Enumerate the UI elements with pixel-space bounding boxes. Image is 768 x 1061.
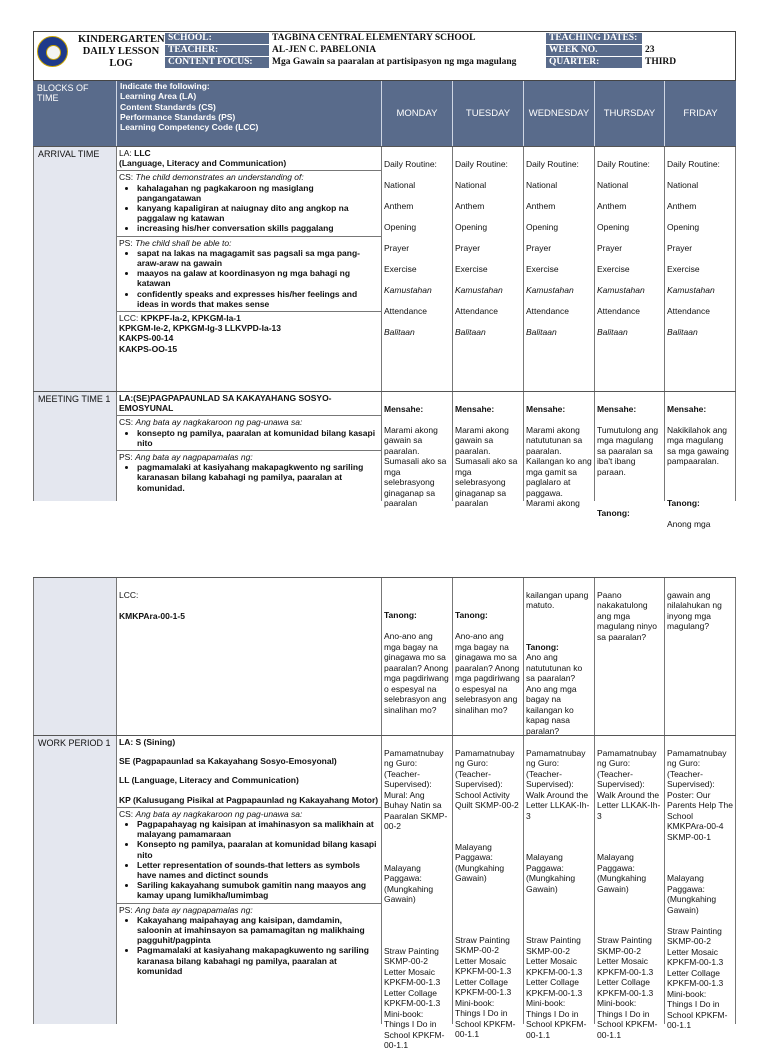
arrival-tuesday — [453, 147, 524, 391]
routine-line: Opening — [667, 221, 700, 232]
ps-lead: The child shall be able to: — [135, 237, 232, 248]
list-item: • Kakayahang maipahayag ang kaisipan, damdamin, saloonin at imahinsayon sa pamamagitan ng malikhaing pagguhit/pagpinta — [137, 915, 379, 946]
performance-standards: PS: The child shall be able to: • sapat na lakas na magagamit sas pagsali sa mga pang-araw-araw na gawain • maayos na galaw at koordinasyon ng mga bahagi ng katawan • confidently speaks and expresses his/her feelings and ideas in words that makes sense — [117, 237, 381, 312]
routine-line: Balitaan — [455, 326, 486, 337]
routine-line: Attendance — [384, 305, 428, 316]
content-standards: CS: The child demonstrates an understanding of: • kahalagahan ng pagkakaroon ng masiglang pangangatawan • kanyang kapaligiran at naiugnay dito ang angkop na paggalaw ng katawan • increasing his/her conversation skills paggalang — [117, 171, 381, 236]
la-line: LL (Language, Literacy and Communication) — [119, 775, 299, 786]
routine-line: Anthem — [455, 200, 485, 211]
mensahe-text: kailangan upang matuto. — [526, 589, 589, 610]
teacher-supervised-activity: Pamamatnubay ng Guro: (Teacher-Supervised): Mural: Ang Buhay Natin sa Paaralan SKMP-00-2 — [384, 747, 448, 831]
activity-stations: Straw Painting SKMP-00-2 Letter Mosaic KPKFM-00-1.3 Letter Collage KPKFM-00-1.3 Mini-book: Things I Do in School KPKFM-00-1.1 — [667, 925, 728, 1030]
routine-line: National — [455, 179, 487, 190]
tanong-text: gawain ang nilalahukan ng inyong mga magulang? — [667, 589, 722, 631]
routine-line: Anthem — [597, 200, 627, 211]
routine-line: Balitaan — [384, 326, 415, 337]
routine-line: Anthem — [384, 200, 414, 211]
routine-line: Balitaan — [526, 326, 557, 337]
free-activity: Malayang Paggawa: (Mungkahing Gawain) — [384, 862, 434, 904]
teacher-supervised-activity: Pamamatnubay ng Guro: (Teacher-Supervised): School Activity Quilt SKMP-00-2 — [455, 747, 519, 810]
la-line: SE (Pagpapaunlad sa Kakayahang Sosyo-Emosyonal) — [119, 756, 337, 767]
list-item: • kahalagahan ng pagkakaroon ng masiglang pangangatawan — [137, 183, 379, 203]
tanong-monday — [382, 578, 453, 735]
routine-line: Opening — [597, 221, 630, 232]
blocks-of-time-header: BLOCKS OF TIME — [33, 81, 117, 146]
meeting-monday — [382, 392, 453, 508]
routine-line: Prayer — [526, 242, 552, 253]
routine-line: Daily Routine: — [384, 158, 437, 169]
teacher-supervised-activity: Pamamatnubay ng Guro: (Teacher-Supervised): Walk Around the Letter LLKAK-Ih-3 — [526, 747, 590, 821]
routine-line: Prayer — [455, 242, 481, 253]
block-meeting-time-1: MEETING TIME 1 — [33, 392, 117, 501]
lesson-log-page-1 — [33, 31, 736, 529]
title-line-2: DAILY LESSON LOG — [82, 46, 160, 69]
teacher-value: AL-JEN C. PABELONIA — [272, 45, 377, 55]
work-thursday — [595, 736, 665, 1040]
learning-area: LA:(SE)PAGPAPAUNLAD SA KAKAYAHANG SOSYO-EMOSYUNAL — [117, 392, 381, 416]
la-line: KP (Kalusugang Pisikal at Pagpapaunlad ng Kakayahang Motor) — [119, 794, 379, 805]
day-header-thursday: THURSDAY — [595, 81, 665, 146]
teaching-dates-label: TEACHING DATES: — [546, 33, 642, 44]
tanong-label: Tanong: — [455, 610, 488, 620]
routine-line: Prayer — [667, 242, 693, 253]
list-item: • Konsepto ng pamilya, paaralan at komunidad bilang kasapi nito — [137, 839, 379, 859]
work-indicators — [117, 736, 382, 1024]
list-item: • maayos na galaw at koordinasyon ng mga bahagi ng katawan — [137, 268, 379, 288]
routine-line: Kamustahan — [455, 284, 503, 295]
work-tuesday — [453, 736, 524, 1039]
routine-line: Exercise — [384, 263, 417, 274]
tanong-text: Ano-ano ang mga bagay na ginagawa mo sa paaralan? Anong mga pagdiriwang o espesyal na selebrasyon ang sinalihan mo? — [455, 631, 520, 715]
arrival-monday — [382, 147, 453, 391]
cs-lead: The child demonstrates an understanding of: — [135, 172, 304, 183]
indicate-line: Learning Competency Code (LCC) — [120, 122, 259, 133]
routine-line: Daily Routine: — [597, 158, 650, 169]
school-label: SCHOOL: — [165, 33, 269, 44]
work-monday — [382, 736, 453, 1050]
day-header-monday: MONDAY — [382, 81, 453, 146]
content-standards: CS: Ang bata ay nagkakaroon ng pag-unawa sa: • Pagpapahayag ng kaisipan at imahinasyon sa malikhain at malayang pamamaraan • Konsepto ng pamilya, paaralan at komunidad bilang kasapi nito • Letter representation of sounds-that letters as symbols have names and dictinct sounds • Sariling kakayahang sumubok gamitin nang maayos ang kamay upang lumikha/lumimbag — [117, 808, 381, 904]
routine-line: Exercise — [667, 263, 700, 274]
lcc-label: LCC: — [119, 589, 139, 600]
routine-line: Balitaan — [667, 326, 698, 337]
routine-line: Opening — [384, 221, 417, 232]
teacher-label: TEACHER: — [165, 45, 269, 56]
routine-line: Opening — [455, 221, 488, 232]
routine-line: Prayer — [597, 242, 623, 253]
arrival-indicators — [117, 147, 382, 391]
lcc-code: KPKPF-Ia-2, KPKGM-Ia-1 — [140, 313, 241, 324]
quarter-label: QUARTER: — [546, 57, 642, 68]
mensahe-text: Marami akong gawain sa paaralan. Sumasali ako sa mga selebrasyong ginaganap sa paaralan — [384, 424, 447, 508]
routine-line: Kamustahan — [384, 284, 432, 295]
meeting-tuesday — [453, 392, 524, 508]
tanong-text: Paano nakakatulong ang mga magulang ninyo sa paaralan? — [597, 589, 658, 642]
tanong-label: Tanong: — [526, 641, 559, 652]
activity-stations: Straw Painting SKMP-00-2 Letter Mosaic KPKFM-00-1.3 Letter Collage KPKFM-00-1.3 Mini-book: Things I Do in School KPKFM-00-1.1 — [455, 934, 516, 1039]
free-activity: Malayang Paggawa: (Mungkahing Gawain) — [667, 873, 717, 915]
indicate-line: Learning Area (LA) — [120, 91, 197, 102]
routine-line: Exercise — [526, 263, 559, 274]
lcc-code: KAKPS-00-14 — [119, 333, 174, 344]
activity-stations: Straw Painting SKMP-00-2 Letter Mosaic KPKFM-00-1.3 Letter Collage KPKFM-00-1.3 Mini-book: Things I Do in School KPKFM-00-1.1 — [384, 945, 445, 1050]
routine-line: Daily Routine: — [526, 158, 579, 169]
mensahe-text: Marami akong gawain sa paaralan. Sumasali ako sa mga selebrasyong ginaganap sa paaralan — [455, 424, 518, 508]
mensahe-label: Mensahe: — [597, 403, 637, 414]
row-arrival-time — [33, 146, 736, 391]
routine-line: Kamustahan — [526, 284, 574, 295]
content-focus-value: Mga Gawain sa paaralan at partisipasyon ng mga magulang — [272, 57, 517, 67]
tanong-tuesday — [453, 578, 524, 735]
list-item: • increasing his/her conversation skills paggalang — [137, 223, 379, 233]
routine-line: National — [597, 179, 629, 190]
mensahe-label: Mensahe: — [667, 403, 707, 414]
block-work-period-1: WORK PERIOD 1 — [33, 736, 117, 1024]
lesson-log-page-2 — [33, 577, 736, 1050]
la-line: LA: S (Sining) — [119, 737, 176, 747]
performance-standards: PS: Ang bata ay nagpapamalas ng: • Kakayahang maipahayag ang kaisipan, damdamin, saloonin at imahinsayon sa pamamagitan ng malikhaing pagguhit/pagpinta • Pagmamalaki at kasiyahang makapagkuwento ng sariling karanasa bilang kabahagi ng pamilya, paaralan at komunidad — [117, 904, 381, 978]
tanong-label: Tanong: — [667, 497, 700, 508]
title-line-1: KINDERGARTEN — [78, 34, 165, 45]
la-prefix: LA: — [119, 148, 135, 158]
la-code: LLC — [134, 148, 151, 158]
list-item: • kanyang kapaligiran at naiugnay dito ang angkop na paggalaw ng katawan — [137, 203, 379, 223]
routine-line: Balitaan — [597, 326, 628, 337]
block-continued — [33, 578, 117, 735]
list-item: • Pagpapahayag ng kaisipan at imahinasyon sa malikhain at malayang pamamaraan — [137, 819, 379, 839]
school-value: TAGBINA CENTRAL ELEMENTARY SCHOOL — [272, 33, 476, 43]
work-wednesday — [524, 736, 595, 1040]
list-item: • konsepto ng pamilya, paaralan at komunidad bilang kasapi nito — [137, 428, 379, 448]
tanong-thursday — [595, 578, 665, 735]
tanong-label: Tanong: — [597, 508, 630, 518]
routine-line: Exercise — [455, 263, 488, 274]
day-header-tuesday: TUESDAY — [453, 81, 524, 146]
tanong-text: Ano ang natututunan ko sa paaralan? Ano ang mga bagay na kailangan ko kapag nasa paralan? — [526, 652, 583, 736]
tanong-text: Anong mga — [667, 518, 711, 529]
free-activity: Malayang Paggawa: (Mungkahing Gawain) — [526, 852, 576, 894]
meeting-lcc — [117, 578, 382, 735]
content-focus-label: CONTENT FOCUS: — [165, 57, 269, 68]
learning-areas — [117, 736, 381, 808]
work-friday — [665, 736, 736, 1030]
list-item: • Letter representation of sounds-that letters as symbols have names and dictinct sounds — [137, 860, 379, 880]
log-title — [78, 34, 164, 70]
routine-line: National — [526, 179, 558, 190]
deped-seal-icon — [37, 36, 68, 67]
cs-lead: Ang bata ay nagkakaroon ng pag-unawa sa: — [135, 417, 303, 428]
mensahe-text: Marami akong natututunan sa paaralan. Kailangan ko ang mga gamit sa paglalaro at paggawa. Marami akong — [526, 424, 592, 508]
routine-line: National — [384, 179, 416, 190]
mensahe-label: Mensahe: — [526, 403, 566, 414]
routine-line: Daily Routine: — [667, 158, 720, 169]
mensahe-label: Mensahe: — [455, 403, 495, 414]
row-meeting-time-1 — [33, 391, 736, 529]
activity-stations: Straw Painting SKMP-00-2 Letter Mosaic KPKFM-00-1.3 Letter Collage KPKFM-00-1.3 Mini-book: Things I Do in School KPKFM-00-1.1 — [526, 935, 587, 1040]
indicators-header — [117, 81, 382, 146]
learning-area — [117, 147, 381, 171]
list-item: • pagmamalaki at kasiyahang makapagkwento ng sariling karanasan bilang kabahagi ng pamilya, paaralan at komunidad. — [137, 462, 379, 493]
teacher-supervised-activity: Pamamatnubay ng Guro: (Teacher-Supervised): Poster: Our Parents Help The School KMKPAra-00-4 SKMP-00-1 — [667, 747, 733, 842]
ps-lead: Ang bata ay nagpapamalas ng: — [135, 904, 253, 915]
la-name: (Language, Literacy and Communication) — [119, 158, 287, 169]
teacher-supervised-activity: Pamamatnubay ng Guro: (Teacher-Supervised): Walk Around the Letter LLKAK-Ih-3 — [597, 747, 661, 821]
week-value: 23 — [645, 45, 655, 55]
day-header-wednesday: WEDNESDAY — [524, 81, 595, 146]
free-activity: Malayang Paggawa: (Mungkahing Gawain) — [597, 852, 647, 894]
teaching-dates-value — [642, 32, 736, 34]
mensahe-label: Mensahe: — [384, 403, 424, 414]
block-arrival-time: ARRIVAL TIME — [33, 147, 117, 391]
tanong-wednesday — [524, 578, 595, 735]
routine-line: Anthem — [526, 200, 556, 211]
routine-line: National — [667, 179, 699, 190]
routine-line: Daily Routine: — [455, 158, 508, 169]
list-item: • sapat na lakas na magagamit sas pagsali sa mga pang-araw-araw na gawain — [137, 248, 379, 268]
tanong-text: Ano-ano ang mga bagay na ginagawa mo sa paaralan? Anong mga pagdiriwang o espesyal na selebrasyon ang sinalihan mo? — [384, 631, 449, 715]
arrival-thursday — [595, 147, 665, 391]
indicate-line: Content Standards (CS) — [120, 101, 216, 112]
row-meeting-time-1-continued — [33, 577, 736, 735]
quarter-value: THIRD — [645, 57, 677, 67]
lcc-code: KMKPAra-00-1-5 — [119, 610, 185, 621]
content-standards: CS: Ang bata ay nagkakaroon ng pag-unawa sa: • konsepto ng pamilya, paaralan at komunidad bilang kasapi nito — [117, 416, 381, 451]
cs-lead: Ang bata ay nagkakaroon ng pag-unawa sa: — [135, 808, 303, 819]
lcc-code: KPKGM-Ie-2, KPKGM-Ig-3 LLKVPD-Ia-13 — [119, 323, 281, 334]
arrival-friday — [665, 147, 736, 391]
tanong-label: Tanong: — [384, 610, 417, 620]
indicate-line: Indicate the following: — [120, 81, 210, 91]
mensahe-text: Tumutulong ang mga magulang sa paaralan sa iba't ibang paraan. — [597, 424, 659, 477]
ps-lead: Ang bata ay nagpapamalas ng: — [135, 452, 253, 463]
week-label: WEEK NO. — [546, 45, 642, 56]
free-activity: Malayang Paggawa: (Mungkahing Gawain) — [455, 841, 505, 883]
log-header — [33, 31, 736, 81]
table-header-row — [33, 81, 736, 146]
routine-line: Kamustahan — [667, 284, 715, 295]
list-item: • confidently speaks and expresses his/her feelings and ideas in words that makes sense — [137, 289, 379, 309]
routine-line: Prayer — [384, 242, 410, 253]
tanong-friday — [665, 578, 736, 735]
indicate-line: Performance Standards (PS) — [120, 111, 236, 122]
lcc-code: KAKPS-OO-15 — [119, 343, 178, 354]
list-item: • Sariling kakayahang sumubok gamitin nang maayos ang kamay upang lumikha/lumimbag — [137, 880, 379, 900]
meeting-friday — [665, 392, 736, 529]
routine-line: Attendance — [455, 305, 499, 316]
meeting-wednesday — [524, 392, 595, 508]
mensahe-text: Nakikilahok ang mga magulang sa mga gawaing pampaaralan. — [667, 424, 729, 466]
routine-line: Anthem — [667, 200, 697, 211]
arrival-wednesday — [524, 147, 595, 391]
learning-competency-codes — [117, 312, 381, 356]
routine-line: Attendance — [667, 305, 711, 316]
routine-line: Attendance — [526, 305, 570, 316]
routine-line: Opening — [526, 221, 559, 232]
routine-line: Kamustahan — [597, 284, 645, 295]
list-item: • Pagmamalaki at kasiyahang makapagkuwento ng sariling karanasa bilang kabahagi ng pamilya, paaralan at komunidad — [137, 945, 379, 976]
row-work-period-1 — [33, 735, 736, 1050]
meeting-thursday — [595, 392, 665, 518]
lcc-prefix: LCC: — [119, 313, 141, 324]
meeting-indicators — [117, 392, 382, 501]
activity-stations: Straw Painting SKMP-00-2 Letter Mosaic KPKFM-00-1.3 Letter Collage KPKFM-00-1.3 Mini-book: Things I Do in School KPKFM-00-1.1 — [597, 935, 658, 1040]
performance-standards: PS: Ang bata ay nagpapamalas ng: • pagmamalaki at kasiyahang makapagkwento ng sariling karanasan bilang kabahagi ng pamilya, paaralan at komunidad. — [117, 451, 381, 495]
routine-line: Exercise — [597, 263, 630, 274]
day-header-friday: FRIDAY — [683, 108, 718, 119]
routine-line: Attendance — [597, 305, 641, 316]
